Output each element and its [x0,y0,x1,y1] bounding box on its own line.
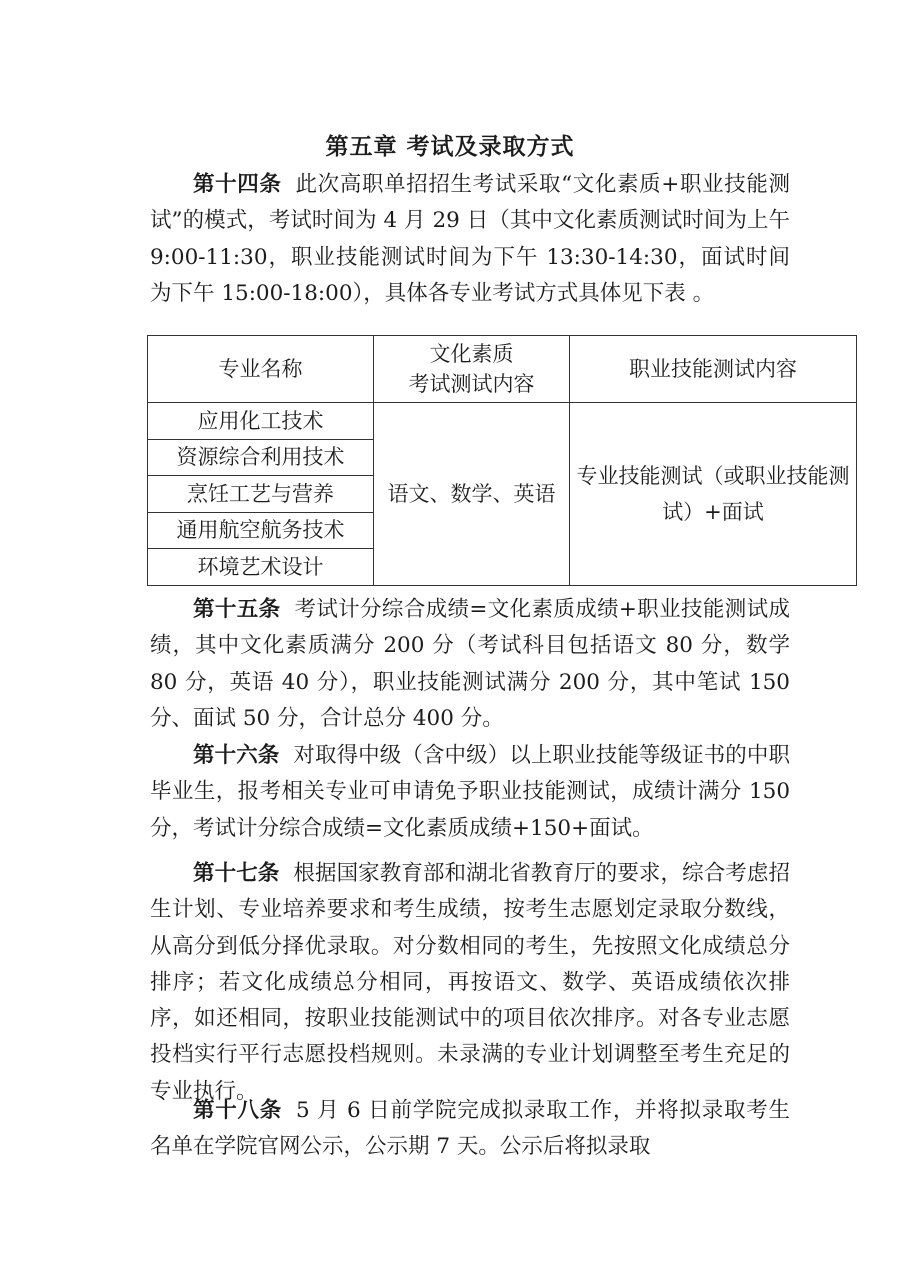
article-label: 第十四条 [193,172,282,197]
article-label: 第十六条 [193,743,280,768]
article-text: 考试计分综合成绩=文化素质成绩+职业技能测试成绩，其中文化素质满分 200 分（考试科目包括语文 80 分，数学 80 分，英语 40 分），职业技能测试满分 200 分，其中笔试 150 分、面试 50 分，合计总分 400 分。 [150,597,790,731]
article-18 [150,1093,790,1166]
article-label: 第十七条 [193,861,280,886]
article-16 [150,738,790,847]
header-culture-line1: 文化素质 [429,342,514,366]
article-17 [150,856,790,1110]
chapter-title: 第五章 考试及录取方式 [325,134,575,160]
article-label: 第十八条 [193,1098,282,1123]
article-text: 5 月 6 日前学院完成拟录取工作，并将拟录取考生名单在学院官网公示，公示期 7 天。公示后将拟录取 [150,1098,790,1160]
major-cell: 应用化工技术 [148,403,374,440]
major-cell: 烹饪工艺与营养 [148,476,374,513]
major-cell: 资源综合利用技术 [148,439,374,476]
article-14 [150,167,790,312]
header-culture-line2: 考试测试内容 [408,372,535,396]
article-label: 第十五条 [193,597,281,622]
article-15 [150,592,790,737]
major-cell: 通用航空航务技术 [148,512,374,549]
header-major: 专业名称 [148,336,374,403]
table-header-row [148,336,857,403]
table-row [148,403,857,440]
article-text: 此次高职单招招生考试采取“文化素质+职业技能测试”的模式，考试时间为 4 月 29 日（其中文化素质测试时间为上午 9:00-11:30，职业技能测试时间为下午 13:30-14:30，面试时间为下午 15:00-18:00），具体各专业考试方式具体见下表 。 [150,172,790,306]
exam-table [147,335,857,586]
header-skill: 职业技能测试内容 [570,336,857,403]
header-culture [374,336,570,403]
article-text: 对取得中级（含中级）以上职业技能等级证书的中职毕业生，报考相关专业可申请免予职业技能测试，成绩计满分 150 分，考试计分综合成绩=文化素质成绩+150+面试。 [150,743,790,841]
article-text: 根据国家教育部和湖北省教育厅的要求，综合考虑招生计划、专业培养要求和考生成绩，按考生志愿划定录取分数线，从高分到低分择优录取。对分数相同的考生，先按照文化成绩总分排序；若文化成绩总分相同，再按语文、数学、英语成绩依次排序，如还相同，按职业技能测试中的项目依次排序。对各专业志愿投档实行平行志愿投档规则。未录满的专业计划调整至考生充足的专业执行。 [150,861,790,1104]
major-cell: 环境艺术设计 [148,549,374,586]
culture-content-cell: 语文、数学、英语 [374,403,570,586]
skill-content-cell: 专业技能测试（或职业技能测试）+面试 [570,403,857,586]
